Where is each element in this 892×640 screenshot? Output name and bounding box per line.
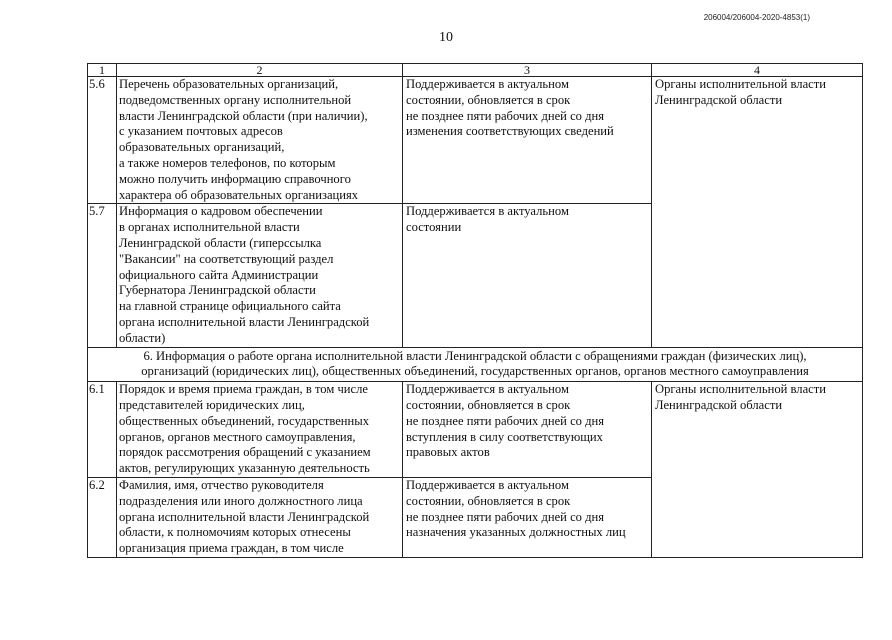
text-line: состоянии, обновляется в срок: [406, 493, 571, 508]
header-cell: 4: [652, 64, 863, 77]
row-description: [117, 77, 403, 204]
text-line: правовых актов: [406, 445, 490, 460]
row-description: [117, 204, 403, 347]
text-line: представителей юридических лиц,: [119, 397, 305, 412]
text-line: не позднее пяти рабочих дней со дня: [406, 509, 605, 524]
text-line: Перечень образовательных организаций,: [119, 77, 339, 91]
text-line: образовательных организаций,: [119, 140, 285, 155]
text-line: изменения соответствующих сведений: [406, 124, 614, 139]
section-heading: [88, 347, 863, 382]
text-line: в органах исполнительной власти: [119, 220, 300, 235]
row-number: 6.1: [88, 382, 117, 478]
text-line: 6. Информация о работе органа исполнительной власти Ленинградской области с обращениями граждан (физических лиц),: [143, 348, 807, 363]
text-line: общественных объединений, государственных: [119, 413, 370, 428]
section-heading-row: [88, 347, 863, 382]
document-id: 206004/206004-2020-4853(1): [703, 13, 810, 22]
text-line: Ленинградской области (гиперссылка: [119, 235, 322, 250]
text-line: на главной странице официального сайта: [119, 299, 341, 314]
text-line: Поддерживается в актуальном: [406, 77, 569, 91]
text-line: характера об образовательных организациях: [119, 187, 359, 202]
header-row: [88, 64, 863, 77]
row-update-terms: [403, 77, 652, 204]
row-update-terms: [403, 204, 652, 347]
text-line: власти Ленинградской области (при наличии),: [119, 108, 368, 123]
row-update-terms: [403, 477, 652, 557]
row-description: [117, 382, 403, 478]
text-line: органа исполнительной власти Ленинградской: [119, 509, 370, 524]
header-cell: 1: [88, 64, 117, 77]
page-number: 10: [439, 30, 453, 45]
text-line: а также номеров телефонов, по которым: [119, 155, 336, 170]
text-line: порядок рассмотрения обращений с указанием: [119, 445, 371, 460]
text-line: Порядок и время приема граждан, в том числе: [119, 382, 369, 397]
text-line: подразделения или иного должностного лица: [119, 493, 363, 508]
responsible-authority: [652, 77, 863, 348]
row-number: 5.7: [88, 204, 117, 347]
text-line: области, к полномочиям которых отнесены: [119, 525, 351, 540]
text-line: актов, регулирующих указанную деятельность: [119, 461, 370, 476]
text-line: состоянии, обновляется в срок: [406, 397, 571, 412]
text-line: "Вакансии" на соответствующий раздел: [119, 251, 334, 266]
text-line: назначения указанных должностных лиц: [406, 525, 626, 540]
text-line: Ленинградской области: [655, 397, 783, 412]
text-line: не позднее пяти рабочих дней со дня: [406, 413, 605, 428]
header-cell: 3: [403, 64, 652, 77]
text-line: организация приема граждан, в том числе: [119, 541, 344, 556]
text-line: Органы исполнительной власти: [655, 382, 826, 397]
text-line: Ленинградской области: [655, 92, 783, 107]
table-row: [88, 382, 863, 478]
table-row: [88, 77, 863, 204]
information-table: [87, 63, 863, 558]
text-line: Фамилия, имя, отчество руководителя: [119, 477, 324, 492]
text-line: подведомственных органу исполнительной: [119, 92, 352, 107]
row-number: 5.6: [88, 77, 117, 204]
text-line: области): [119, 330, 166, 345]
text-line: вступления в силу соответствующих: [406, 429, 603, 444]
responsible-authority: [652, 382, 863, 558]
text-line: органов, органов местного самоуправления,: [119, 429, 356, 444]
row-number: 6.2: [88, 477, 117, 557]
text-line: не позднее пяти рабочих дней со дня: [406, 108, 605, 123]
text-line: Информация о кадровом обеспечении: [119, 204, 323, 219]
header-cell: 2: [117, 64, 403, 77]
row-description: [117, 477, 403, 557]
text-line: можно получить информацию справочного: [119, 171, 351, 186]
text-line: организаций (юридических лиц), общественных объединений, государственных органов, органов местного самоуправления: [141, 364, 809, 379]
row-update-terms: [403, 382, 652, 478]
text-line: Поддерживается в актуальном: [406, 382, 569, 397]
text-line: состоянии: [406, 220, 462, 235]
text-line: официального сайта Администрации: [119, 267, 319, 282]
text-line: состоянии, обновляется в срок: [406, 92, 571, 107]
text-line: с указанием почтовых адресов: [119, 124, 283, 139]
text-line: Губернатора Ленинградской области: [119, 283, 316, 298]
text-line: Органы исполнительной власти: [655, 77, 826, 91]
text-line: органа исполнительной власти Ленинградской: [119, 314, 370, 329]
text-line: Поддерживается в актуальном: [406, 204, 569, 219]
text-line: Поддерживается в актуальном: [406, 477, 569, 492]
